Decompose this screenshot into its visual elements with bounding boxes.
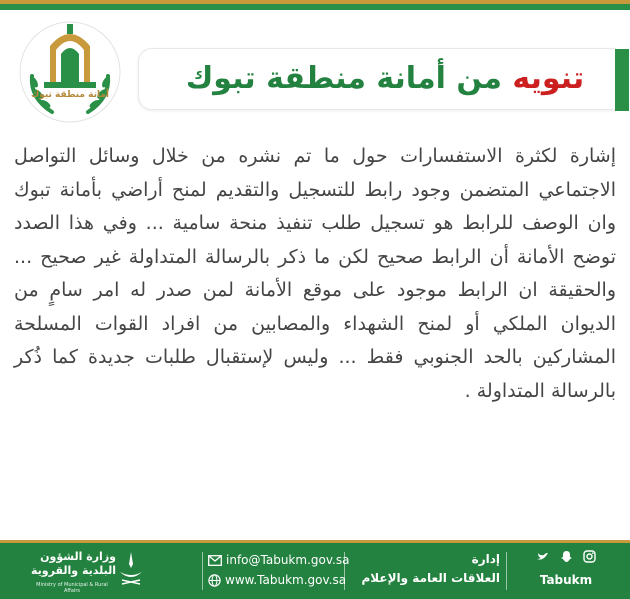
logo-caption: أمانة منطقة تبوك <box>30 90 110 100</box>
department-line1: إدارة <box>471 552 500 566</box>
announcement-body: إشارة لكثرة الاستفسارات حول ما تم نشره من خلال وسائل التواصل الاجتماعي المتضمن وجود رابط للتسجيل والتقديم لمنح أراضي بأمانة تبوك وان الوصف للرابط هو تسجيل طلب تنفيذ منحة سامية ... وفي هذا الصدد توضح الأمانة أن الرابط صحيح لكن ما ذكر بالرسالة المتداولة غير صحيح ... والحقيقة ان الرابط موجود على موقع الأمانة لمن صدر له امر سامٍ من الديوان الملكي أو لمنح الشهداء والمصابين من افراد القوات المسلحة المشاركين بالحد الجنوبي فقط ... وليس لإستقبال طلبات جديدة كما ذُكر بالرسالة المتداولة . <box>14 145 616 402</box>
website-row[interactable] <box>208 570 347 590</box>
header <box>0 10 630 132</box>
instagram-icon[interactable] <box>583 550 596 563</box>
page-title <box>155 57 615 101</box>
email-link[interactable]: info@Tabukm.gov.sa <box>226 553 350 567</box>
ministry-name <box>28 550 116 578</box>
department-block <box>348 550 500 594</box>
title-accent-word: تنويه <box>512 61 585 96</box>
email-icon <box>208 554 222 567</box>
department-line2: العلاقات العامة والإعلام <box>361 571 500 585</box>
ministry-name-english: Ministry of Municipal & Rural Affairs <box>36 582 108 594</box>
footer-separator <box>202 552 203 590</box>
ministry-block <box>28 550 198 594</box>
top-gold-line <box>0 0 630 4</box>
ministry-name-line1: وزارة الشؤون <box>40 550 116 563</box>
title-banner-stripe <box>615 49 629 111</box>
email-row[interactable] <box>208 550 350 570</box>
website-link[interactable]: www.Tabukm.gov.sa <box>225 573 347 587</box>
tabuk-municipality-logo <box>14 16 126 128</box>
snapchat-icon[interactable] <box>560 550 573 563</box>
footer-gold-line <box>0 540 630 543</box>
footer <box>0 540 630 599</box>
saudi-emblem-icon <box>116 550 146 590</box>
footer-separator <box>506 552 507 590</box>
contact-block <box>208 550 350 594</box>
globe-icon <box>208 574 221 587</box>
title-rest: من أمانة منطقة تبوك <box>185 61 513 96</box>
ministry-name-line2: البلدية والقروية <box>30 564 116 577</box>
top-accent-bar <box>0 0 630 10</box>
logo-emblem-icon <box>14 16 126 128</box>
social-block <box>512 550 620 594</box>
twitter-icon[interactable] <box>536 550 549 563</box>
social-icons <box>512 550 620 570</box>
social-handle[interactable]: Tabukm <box>539 573 593 587</box>
title-banner <box>138 48 616 110</box>
